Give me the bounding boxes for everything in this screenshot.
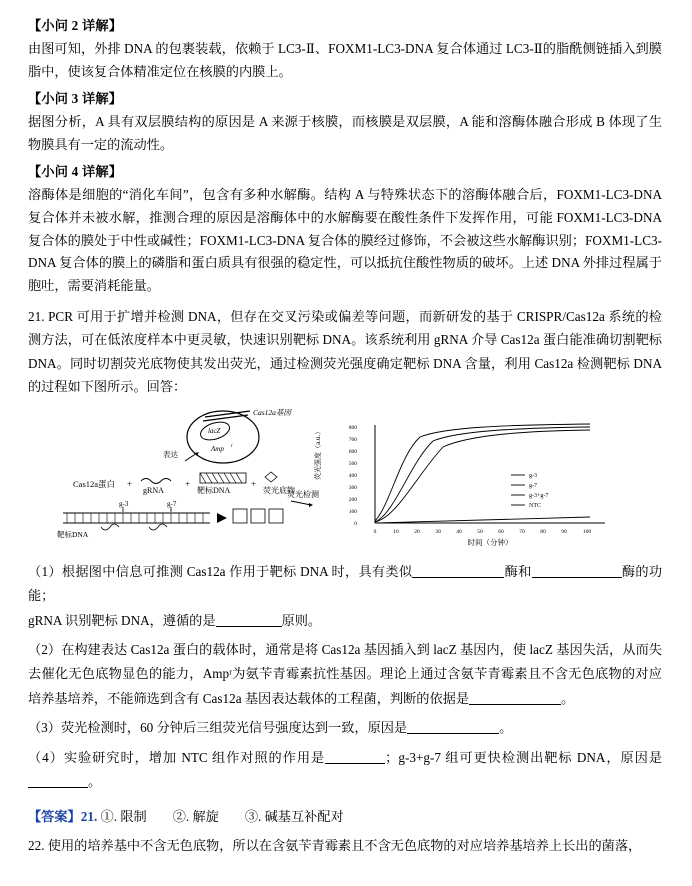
- plasmid-icon: [163, 408, 292, 463]
- fluorescence-chart: [313, 424, 605, 547]
- sub-question-1-text-e: 原则。: [281, 612, 322, 628]
- svg-text:g-3: g-3: [119, 499, 129, 508]
- svg-text:40: 40: [456, 528, 462, 535]
- question-21-stem-text: PCR 可用于扩增并检测 DNA，但存在交叉污染或偏差等问题，而新研发的基于 CRISPR/Cas12a 系统的检测方法，可在低浓度样本中更灵敏，快速识别靶标 DNA。该系统利用 gRNA 介导 Cas12a 蛋白能准确切割靶标 DNA。同时切割荧光底物使其发出荧光，通过检测荧光强度确定靶标 DNA 含量，利用 Cas12a 检测靶标 DNA 的过程如下图所示。回答：: [28, 308, 662, 395]
- svg-text:g-7: g-7: [167, 499, 177, 508]
- svg-text:r: r: [231, 443, 233, 449]
- svg-text:500: 500: [348, 460, 357, 467]
- question-22-text: 使用的培养基中不含无色底物，所以在含氨苄青霉素且不含无色底物的对应培养基培养上长出的菌落，: [47, 838, 642, 854]
- question-21-stem: [28, 305, 662, 399]
- reaction-row: [73, 472, 295, 495]
- answer-item-3-text: 碱基互补配对: [264, 808, 344, 824]
- svg-text:g-3: g-3: [529, 472, 537, 479]
- svg-text:荧光强度（a.u.）: 荧光强度（a.u.）: [314, 427, 322, 480]
- section-paragraph-3: 据图分析，A 具有双层膜结构的原因是 A 来源于核膜，而核膜是双层膜，A 能和溶酶体融合形成 B 体现了生物膜具有一定的流动性。: [28, 114, 662, 152]
- answer-item-1-marker: ①.: [100, 808, 118, 824]
- svg-text:200: 200: [348, 496, 357, 503]
- svg-text:70: 70: [519, 528, 525, 535]
- section-paragraph-4: 溶酶体是细胞的“消化车间”，包含有多种水解酶。结构 A 与特殊状态下的溶酶体融合后，FOXM1-LC3-DNA 复合体并未被水解，推测合理的原因是溶酶体中的水解酶要在酸性条件下发挥作用，可能 FOXM1-LC3-DNA 复合体的膜处于中性或碱性；FOXM1-LC3-DNA 复合体的膜经过修饰，不会被这些水解酶识别；FOXM1-LC3-DNA 复合体的膜上的磷脂和蛋白质具有很强的稳定性，可以抵抗住酸性物质的破坏。上述 DNA 外排过程属于胞吐，需要消耗能量。: [28, 187, 662, 294]
- svg-text:+: +: [185, 478, 191, 489]
- svg-text:+: +: [127, 478, 133, 489]
- sub-question-1-prefix: （1）: [28, 563, 62, 579]
- sub-question-4: [28, 746, 662, 795]
- cas12a-diagram: [45, 405, 645, 555]
- svg-text:时间（分钟）: 时间（分钟）: [467, 537, 513, 547]
- svg-text:700: 700: [348, 436, 357, 443]
- svg-text:30: 30: [435, 528, 441, 535]
- sub-question-4-text-c: 。: [88, 774, 102, 790]
- svg-text:靶标DNA: 靶标DNA: [57, 529, 89, 539]
- section-heading-3: 【小问 3 详解】: [28, 91, 123, 107]
- question-22-number: 22.: [28, 838, 45, 854]
- sub-question-2-text-a: 在构建表达 Cas12a 蛋白的载体时，通常是将 Cas12a 基因插入到 lacZ 基因内，使 lacZ 基因失活，从而失去催化无色底物显色的能力，Ampʳ为氨苄青霉素抗性基因。理论上通过含氨苄青霉素且不含无色底物的对应培养基培养，不能筛选到含有 Cas12a 基因表达载体的工程菌，判断的依据是: [28, 641, 662, 706]
- svg-text:表达: 表达: [163, 449, 178, 459]
- sub-question-2-prefix: （2）: [28, 641, 62, 657]
- svg-text:100: 100: [582, 528, 592, 535]
- svg-text:50: 50: [477, 528, 483, 535]
- answer-item-2-text: 解旋: [192, 808, 219, 824]
- svg-text:+: +: [251, 478, 257, 489]
- svg-text:20: 20: [414, 528, 420, 535]
- dna-strands: [57, 489, 319, 539]
- answer-item-3: [245, 805, 344, 829]
- svg-text:800: 800: [348, 424, 357, 431]
- answer-blank[interactable]: [412, 564, 504, 578]
- answer-item-3-marker: ③.: [244, 808, 262, 824]
- svg-text:300: 300: [348, 484, 357, 491]
- answer-blank[interactable]: [469, 691, 561, 705]
- svg-text:400: 400: [348, 472, 357, 479]
- svg-text:NTC: NTC: [529, 502, 541, 509]
- answer-blank[interactable]: [407, 721, 499, 735]
- svg-text:60: 60: [498, 528, 504, 535]
- sub-question-3-text-b: 。: [499, 720, 513, 736]
- sub-question-4-text-b: ；g-3+g-7 组可更快检测出靶标 DNA，原因是: [385, 749, 663, 765]
- answer-item-1: [101, 805, 147, 829]
- svg-text:g-3+g-7: g-3+g-7: [529, 492, 549, 499]
- sub-question-1-text-a: 根据图中信息可推测 Cas12a 作用于靶标 DNA 时，具有类似: [61, 563, 413, 579]
- svg-text:Cas12a基因: Cas12a基因: [253, 407, 291, 417]
- sub-question-1-text-b: 酶和: [504, 563, 532, 579]
- section-heading-4: 【小问 4 详解】: [28, 164, 123, 180]
- answer-blank[interactable]: [28, 775, 88, 789]
- svg-text:lacZ: lacZ: [208, 426, 221, 435]
- question-21-number: 21.: [28, 308, 45, 324]
- svg-text:靶标DNA: 靶标DNA: [197, 485, 231, 495]
- sub-question-1-text-d: gRNA 识别靶标 DNA，遵循的是: [28, 612, 216, 628]
- svg-text:90: 90: [561, 528, 567, 535]
- answer-item-2: [173, 805, 219, 829]
- answer-blank[interactable]: [216, 613, 282, 627]
- sub-question-1: [28, 560, 662, 633]
- sub-question-4-text-a: 实验研究时，增加 NTC 组作对照的作用是: [63, 749, 326, 765]
- svg-text:600: 600: [348, 448, 357, 455]
- svg-text:荧光底物: 荧光底物: [263, 485, 295, 495]
- question-21: [28, 305, 662, 795]
- answer-blank[interactable]: [325, 750, 385, 764]
- section-heading-2: 【小问 2 详解】: [28, 18, 123, 33]
- svg-text:10: 10: [393, 528, 399, 535]
- sub-question-2-text-b: 。: [561, 690, 575, 706]
- answer-21: [28, 805, 662, 829]
- answer-item-1-text: 限制: [120, 808, 147, 824]
- svg-text:0: 0: [373, 528, 377, 535]
- svg-text:Cas12a蛋白: Cas12a蛋白: [73, 478, 116, 489]
- svg-text:0: 0: [354, 520, 357, 527]
- svg-text:gRNA: gRNA: [143, 485, 164, 495]
- sub-question-2: [28, 638, 662, 711]
- answer-number: 21.: [80, 808, 98, 824]
- sub-question-1-text-c: 酶的功能；: [28, 563, 663, 604]
- svg-text:100: 100: [348, 508, 357, 515]
- section-paragraph-2: 由图可知，外排 DNA 的包裹装载，依赖于 LC3-Ⅱ、FOXM1-LC3-DNA 复合体通过 LC3-Ⅱ的脂酰侧链插入到膜脂中，使该复合体精准定位在核膜的内膜上。: [28, 40, 662, 79]
- sub-question-3-prefix: （3）: [28, 720, 61, 736]
- question-21-figure: [28, 405, 662, 555]
- sub-question-3: [28, 716, 662, 740]
- answer-tag: 【答案】: [28, 808, 81, 824]
- svg-text:Amp: Amp: [211, 444, 224, 453]
- question-22: [28, 834, 662, 858]
- answer-blank[interactable]: [532, 564, 622, 578]
- svg-text:80: 80: [540, 528, 546, 535]
- svg-text:g-7: g-7: [529, 482, 537, 489]
- sub-question-4-prefix: （4）: [28, 749, 64, 765]
- sub-question-3-text-a: 荧光检测时，60 分钟后三组荧光信号强度达到一致，原因是: [60, 720, 408, 736]
- answer-item-2-marker: ②.: [172, 808, 190, 824]
- svg-text:荧光检测: 荧光检测: [287, 489, 319, 499]
